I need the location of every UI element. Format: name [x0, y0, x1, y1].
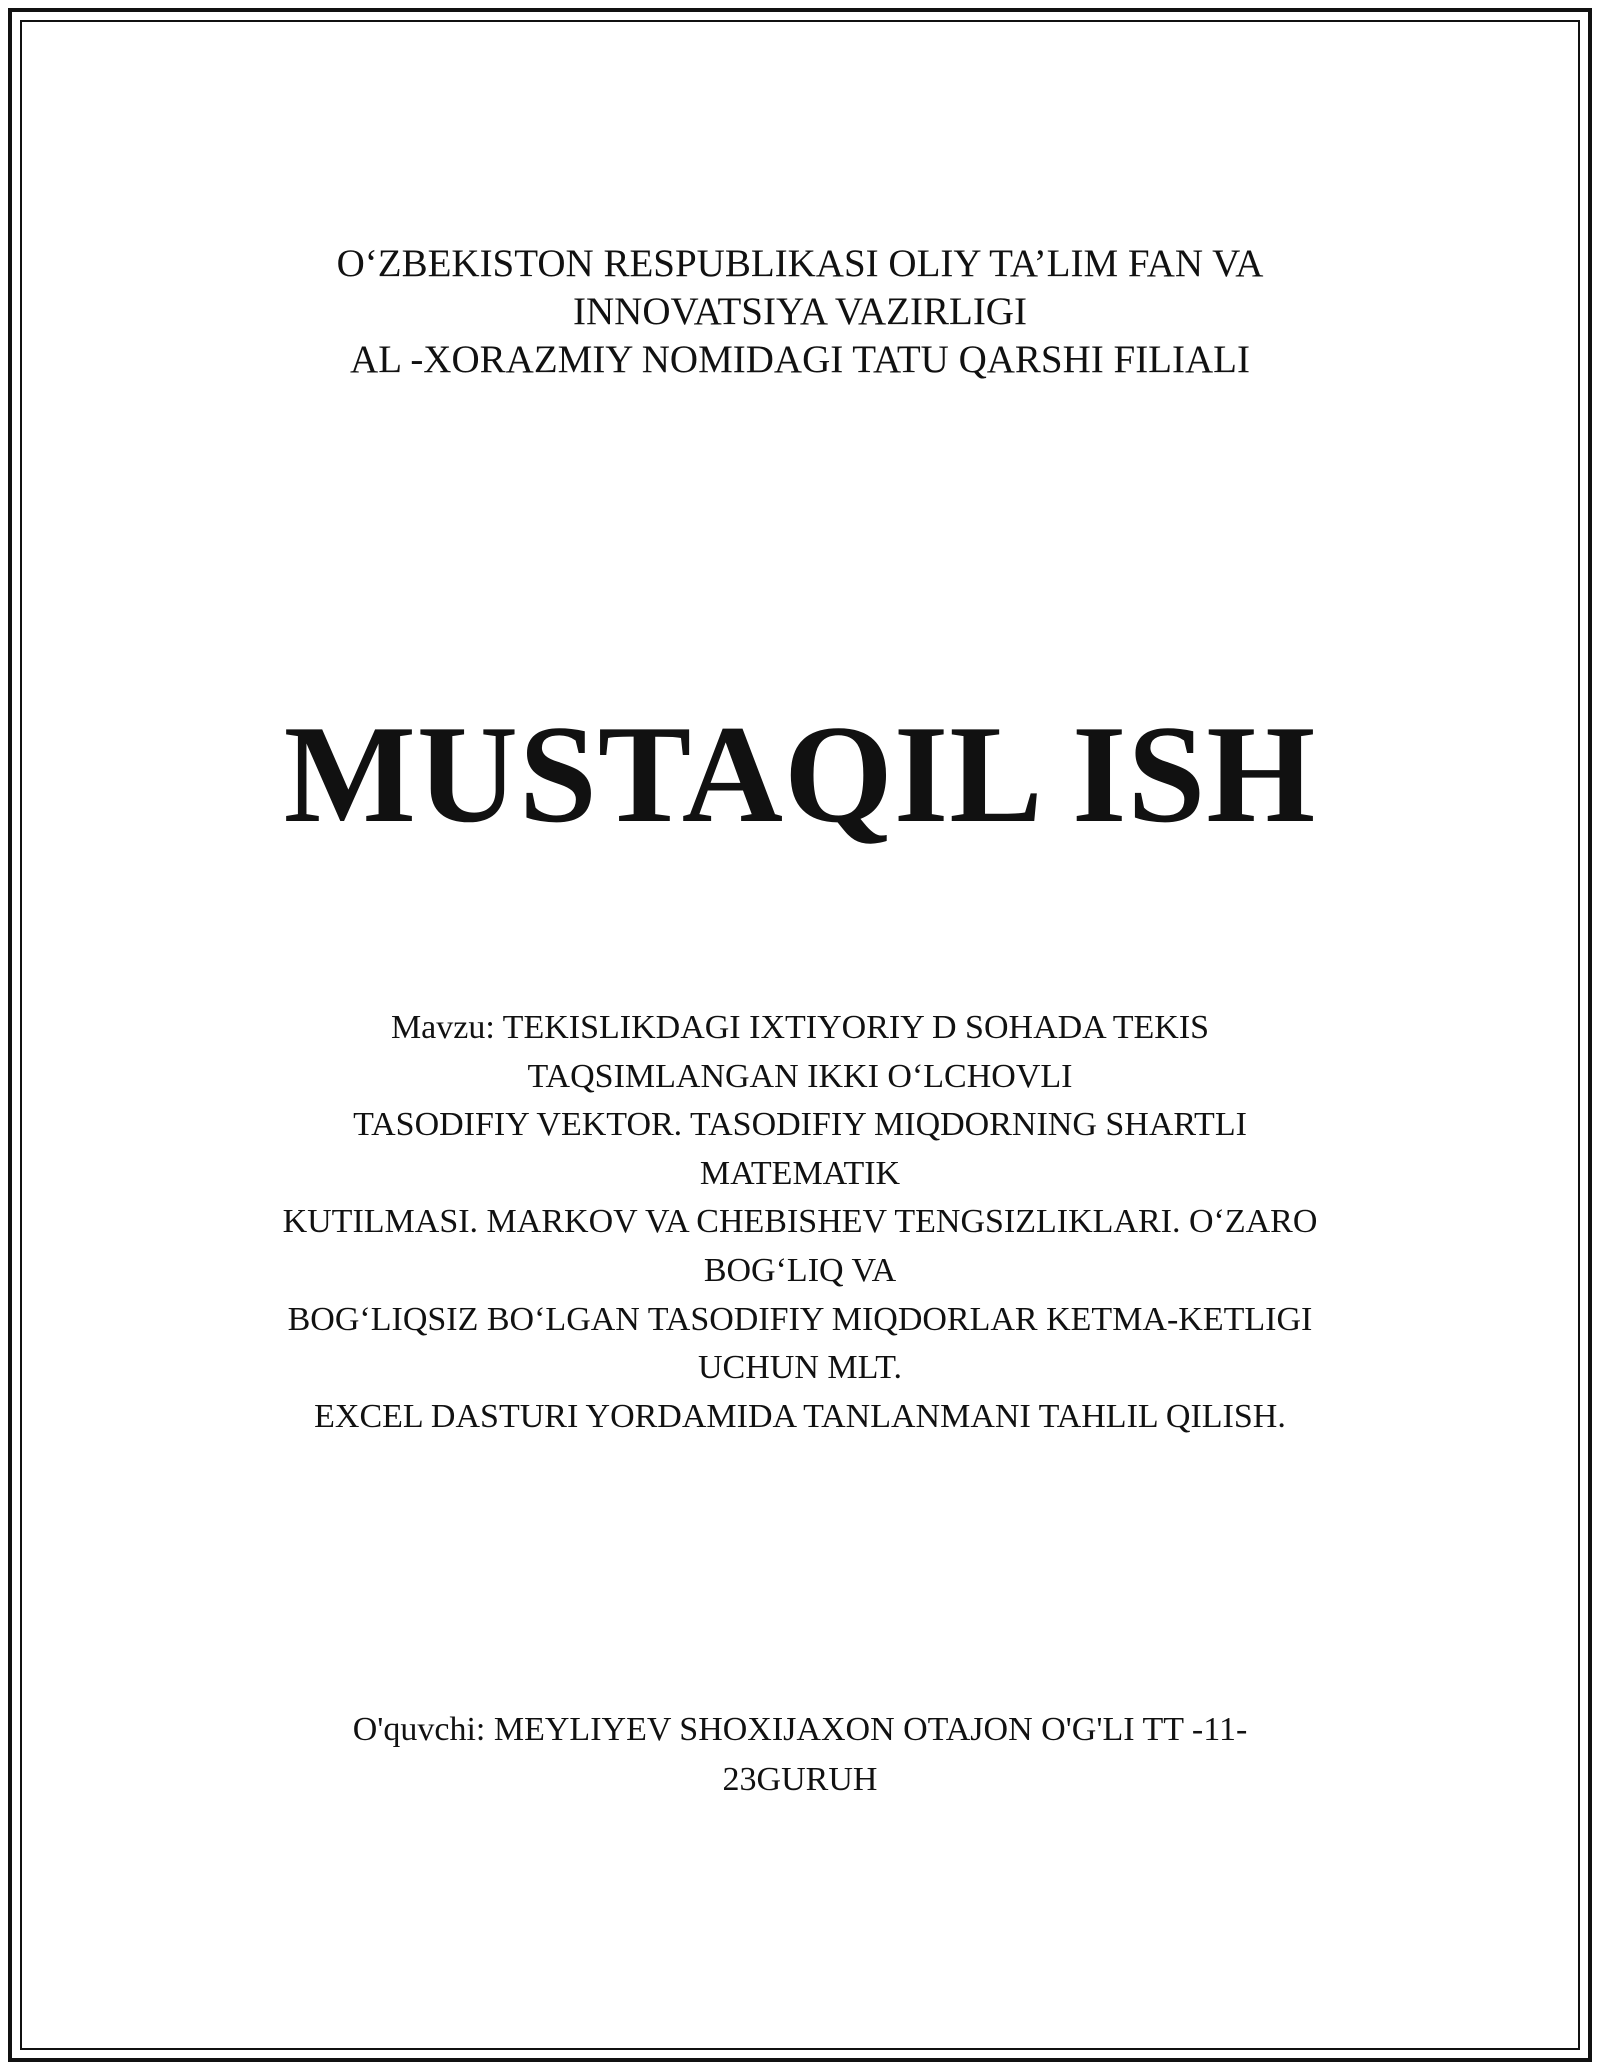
ministry-header	[0, 240, 1600, 384]
topic-line: Mavzu: TEKISLIKDAGI IXTIYORIY D SOHADA TEKIS	[390, 1009, 1210, 1046]
topic-line: TASODIFIY VEKTOR. TASODIFIY MIQDORNING SHARTLI	[353, 1106, 1247, 1144]
topic-line: TAQSIMLANGAN IKKI O‘LCHOVLI	[527, 1057, 1073, 1095]
student-block	[0, 1705, 1600, 1805]
topic-line: MATEMATIK	[699, 1154, 901, 1192]
header-line: O‘ZBEKISTON RESPUBLIKASI OLIY TA’LIM FAN VA	[336, 242, 1264, 285]
topic-block	[0, 1004, 1600, 1441]
header-line: AL -XORAZMIY NOMIDAGI TATU QARSHI FILIALI	[350, 338, 1250, 381]
document-title: MUSTAQIL ISH	[283, 697, 1317, 852]
topic-line: UCHUN MLT.	[697, 1349, 903, 1387]
topic-line: KUTILMASI. MARKOV VA CHEBISHEV TENGSIZLIKLARI. O‘ZARO	[282, 1203, 1318, 1241]
topic-line: BOG‘LIQSIZ BO‘LGAN TASODIFIY MIQDORLAR KETMA-KETLIGI	[287, 1300, 1313, 1338]
topic-line: BOG‘LIQ VA	[703, 1251, 897, 1289]
student-line: O'quvchi: MEYLIYEV SHOXIJAXON OTAJON O'G'LI TT -11-	[352, 1711, 1248, 1748]
student-line: 23GURUH	[722, 1761, 878, 1798]
topic-line: EXCEL DASTURI YORDAMIDA TANLANMANI TAHLIL QILISH.	[314, 1397, 1286, 1435]
header-line: INNOVATSIYA VAZIRLIGI	[573, 290, 1027, 333]
